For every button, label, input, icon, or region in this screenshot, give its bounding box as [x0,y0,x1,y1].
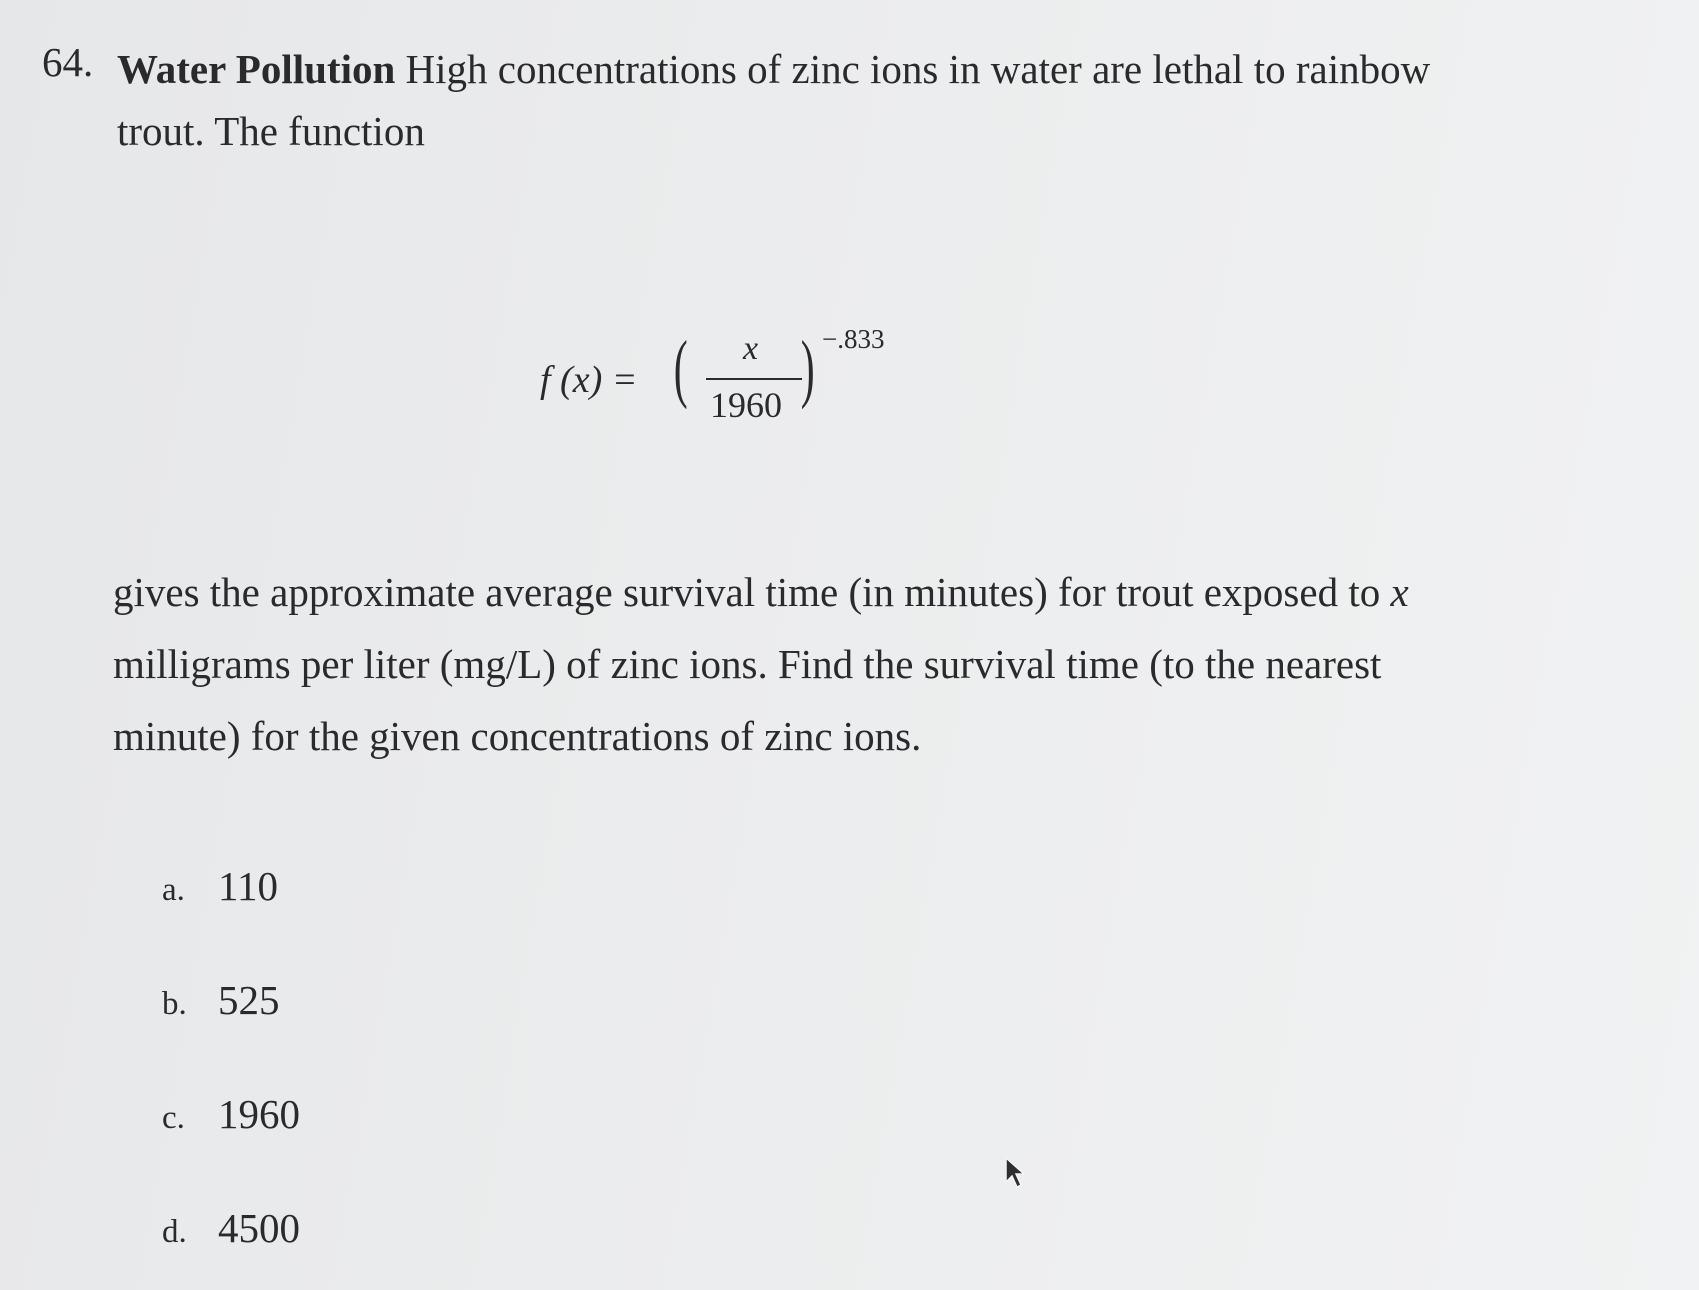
problem-intro-line1: High concentrations of zinc ions in water are lethal to rainbow [405,46,1431,92]
formula-denominator: 1960 [710,385,782,425]
choice-value: 4500 [218,1205,300,1251]
choice-value: 110 [218,863,278,909]
choice-value: 1960 [218,1091,300,1137]
choice-c[interactable] [162,1090,300,1138]
body-variable: x [1390,569,1409,615]
choice-b[interactable] [162,976,280,1024]
choice-value: 525 [218,977,280,1023]
choice-a[interactable] [162,862,278,910]
formula-left-paren: ( [673,326,688,410]
body-line3: minute) for the given concentrations of zinc ions. [113,713,922,759]
choice-d[interactable] [162,1204,300,1252]
problem-statement [117,38,1597,162]
choice-letter: c. [162,1100,185,1136]
choice-letter: b. [162,986,187,1022]
mouse-pointer-icon [1004,1156,1028,1190]
problem-intro-line2: trout. The function [117,108,425,154]
formula-numerator: x [743,330,759,367]
formula-fraction-bar [706,378,802,380]
formula-right-paren: ) [800,326,815,410]
problem-number: 64. [42,39,94,85]
formula-lhs: f (x) = [540,359,647,401]
problem-title: Water Pollution [117,46,396,92]
formula-exponent: −.833 [822,324,885,354]
choice-letter: d. [162,1214,187,1250]
body-line2: milligrams per liter (mg/L) of zinc ions. Find the survival time (to the nearest [113,641,1382,687]
formula [540,320,960,440]
choice-letter: a. [162,872,185,908]
problem-body [113,556,1583,772]
body-line1: gives the approximate average survival time (in minutes) for trout exposed to [113,569,1391,615]
